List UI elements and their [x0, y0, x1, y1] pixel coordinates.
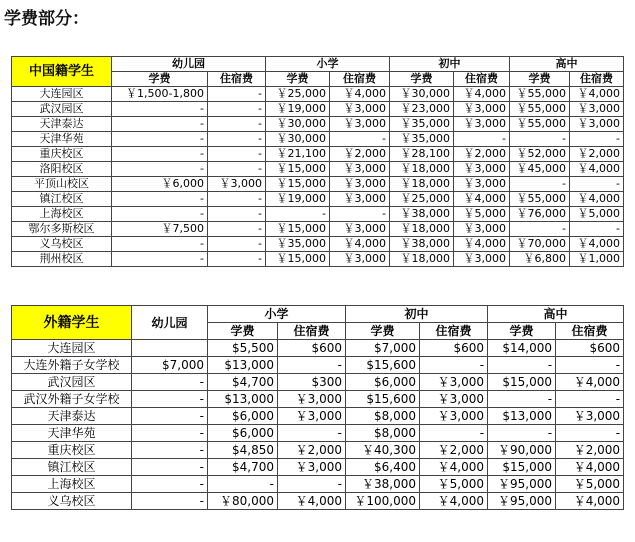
fee-cell: -: [420, 357, 488, 374]
fee-cell: ￥3,000: [330, 252, 390, 267]
table-row: [12, 357, 624, 374]
fee-cell: ￥4,000: [454, 237, 510, 252]
campus-name-cell: 武汉园区: [12, 102, 112, 117]
fee-cell: ￥70,000: [510, 237, 570, 252]
fee-cell: $600: [278, 340, 346, 357]
fee-cell: $13,000: [208, 391, 278, 408]
fee-cell: -: [112, 252, 208, 267]
fee-cell: $6,000: [208, 425, 278, 442]
sub-header-tuition: 学费: [266, 72, 330, 87]
campus-name-cell: 镇江校区: [12, 459, 132, 476]
fee-cell: -: [208, 87, 266, 102]
table-row: [12, 476, 624, 493]
table-corner-label: 外籍学生: [12, 306, 132, 340]
table-row: [12, 442, 624, 459]
fee-cell: ￥4,000: [556, 374, 624, 391]
fee-cell: ￥2,000: [330, 147, 390, 162]
table-row: [12, 425, 624, 442]
fee-cell: ￥19,000: [266, 192, 330, 207]
fee-cell: ￥30,000: [390, 87, 454, 102]
fee-cell: -: [208, 237, 266, 252]
table-row: [12, 207, 624, 222]
fee-cell: $300: [278, 374, 346, 391]
level-header-primary: 小学: [266, 57, 390, 72]
fee-cell: $7,000: [132, 357, 208, 374]
fee-cell: ￥3,000: [454, 177, 510, 192]
fee-cell: -: [132, 476, 208, 493]
table-row: [12, 391, 624, 408]
campus-name-cell: 天津华苑: [12, 425, 132, 442]
level-header-middle: 初中: [346, 306, 488, 323]
fee-cell: $7,000: [346, 340, 420, 357]
foreign-students-fee-table: [11, 305, 624, 510]
fee-cell: -: [132, 493, 208, 510]
fee-cell: ￥2,000: [454, 147, 510, 162]
table-row: [12, 177, 624, 192]
fee-cell: ￥4,000: [570, 87, 624, 102]
campus-name-cell: 大连园区: [12, 87, 112, 102]
fee-cell: $6,400: [346, 459, 420, 476]
fee-cell: ￥4,000: [556, 459, 624, 476]
table-row: [12, 87, 624, 102]
fee-cell: -: [112, 117, 208, 132]
fee-cell: ￥35,000: [390, 132, 454, 147]
fee-cell: -: [420, 425, 488, 442]
fee-cell: ￥3,000: [570, 117, 624, 132]
table-row: [12, 252, 624, 267]
campus-name-cell: 上海校区: [12, 476, 132, 493]
fee-cell: -: [112, 207, 208, 222]
fee-cell: ￥55,000: [510, 87, 570, 102]
fee-cell: -: [208, 117, 266, 132]
fee-cell: -: [112, 147, 208, 162]
table-row: [12, 102, 624, 117]
fee-cell: ￥2,000: [278, 442, 346, 459]
campus-name-cell: 镇江校区: [12, 192, 112, 207]
table-corner-label: 中国籍学生: [12, 57, 112, 87]
sub-header-tuition: 学费: [488, 323, 556, 340]
fee-cell: ￥55,000: [510, 102, 570, 117]
fee-cell: $6,000: [208, 408, 278, 425]
fee-cell: -: [132, 425, 208, 442]
fee-cell: -: [208, 102, 266, 117]
fee-cell: ￥18,000: [390, 222, 454, 237]
fee-cell: ￥38,000: [346, 476, 420, 493]
table-row: [12, 340, 624, 357]
fee-cell: ￥3,000: [454, 222, 510, 237]
fee-cell: -: [278, 476, 346, 493]
fee-cell: [132, 340, 208, 357]
fee-cell: ￥38,000: [390, 237, 454, 252]
fee-cell: ￥3,000: [420, 391, 488, 408]
fee-cell: ￥100,000: [346, 493, 420, 510]
fee-cell: $13,000: [488, 408, 556, 425]
fee-cell: -: [132, 391, 208, 408]
table-row: [12, 237, 624, 252]
fee-cell: ￥3,000: [330, 117, 390, 132]
fee-cell: ￥38,000: [390, 207, 454, 222]
fee-cell: ￥3,000: [330, 192, 390, 207]
sub-header-tuition: 学费: [510, 72, 570, 87]
fee-cell: $13,000: [208, 357, 278, 374]
fee-cell: $4,700: [208, 459, 278, 476]
fee-cell: ￥3,000: [454, 102, 510, 117]
level-header-kindergarten: 幼儿园: [132, 306, 208, 340]
fee-cell: -: [132, 459, 208, 476]
fee-cell: ￥18,000: [390, 162, 454, 177]
table-row: [12, 162, 624, 177]
table-row: [12, 374, 624, 391]
fee-cell: ￥1,500-1,800: [112, 87, 208, 102]
fee-cell: $8,000: [346, 408, 420, 425]
fee-cell: ￥6,800: [510, 252, 570, 267]
fee-cell: ￥3,000: [556, 408, 624, 425]
level-header-kindergarten: 幼儿园: [112, 57, 266, 72]
fee-cell: -: [488, 391, 556, 408]
fee-cell: ￥55,000: [510, 117, 570, 132]
fee-cell: ￥40,300: [346, 442, 420, 459]
fee-cell: -: [208, 147, 266, 162]
fee-cell: ￥28,100: [390, 147, 454, 162]
fee-cell: ￥3,000: [208, 177, 266, 192]
fee-cell: ￥90,000: [488, 442, 556, 459]
fee-cell: -: [570, 177, 624, 192]
fee-cell: $14,000: [488, 340, 556, 357]
fee-cell: ￥3,000: [420, 374, 488, 391]
fee-cell: ￥6,000: [112, 177, 208, 192]
table-row: [12, 132, 624, 147]
campus-name-cell: 平顶山校区: [12, 177, 112, 192]
fee-cell: ￥4,000: [570, 162, 624, 177]
fee-cell: ￥4,000: [420, 493, 488, 510]
fee-cell: ￥3,000: [454, 117, 510, 132]
fee-cell: ￥25,000: [266, 87, 330, 102]
fee-cell: -: [132, 442, 208, 459]
campus-name-cell: 天津泰达: [12, 117, 112, 132]
fee-cell: ￥18,000: [390, 252, 454, 267]
fee-cell: -: [112, 102, 208, 117]
sub-header-boarding: 住宿费: [556, 323, 624, 340]
level-header-primary: 小学: [208, 306, 346, 323]
campus-name-cell: 鄂尔多斯校区: [12, 222, 112, 237]
fee-cell: ￥52,000: [510, 147, 570, 162]
fee-cell: -: [112, 132, 208, 147]
fee-cell: ￥1,000: [570, 252, 624, 267]
fee-cell: -: [132, 408, 208, 425]
fee-cell: ￥15,000: [266, 252, 330, 267]
fee-cell: ￥4,000: [278, 493, 346, 510]
campus-name-cell: 武汉外籍子女学校: [12, 391, 132, 408]
fee-cell: $4,850: [208, 442, 278, 459]
fee-cell: -: [510, 177, 570, 192]
fee-cell: -: [330, 132, 390, 147]
fee-cell: ￥2,000: [420, 442, 488, 459]
sub-header-boarding: 住宿费: [208, 72, 266, 87]
table-row: [12, 459, 624, 476]
fee-cell: ￥15,000: [266, 177, 330, 192]
fee-cell: ￥3,000: [570, 102, 624, 117]
fee-cell: ￥4,000: [420, 459, 488, 476]
sub-header-tuition: 学费: [346, 323, 420, 340]
campus-name-cell: 武汉园区: [12, 374, 132, 391]
fee-cell: -: [112, 237, 208, 252]
fee-cell: $600: [556, 340, 624, 357]
fee-cell: -: [510, 222, 570, 237]
fee-cell: ￥3,000: [330, 177, 390, 192]
fee-cell: $5,500: [208, 340, 278, 357]
fee-cell: -: [454, 132, 510, 147]
table-row: [12, 117, 624, 132]
fee-cell: -: [208, 132, 266, 147]
fee-cell: ￥3,000: [330, 102, 390, 117]
fee-cell: ￥4,000: [330, 237, 390, 252]
level-header-high: 高中: [510, 57, 624, 72]
fee-cell: ￥4,000: [570, 237, 624, 252]
fee-cell: ￥5,000: [420, 476, 488, 493]
fee-cell: $15,000: [488, 459, 556, 476]
campus-name-cell: 大连园区: [12, 340, 132, 357]
fee-cell: ￥15,000: [266, 162, 330, 177]
fee-cell: ￥35,000: [266, 237, 330, 252]
fee-cell: ￥4,000: [330, 87, 390, 102]
fee-cell: ￥30,000: [266, 132, 330, 147]
fee-cell: ￥95,000: [488, 476, 556, 493]
fee-cell: ￥21,100: [266, 147, 330, 162]
fee-cell: -: [570, 132, 624, 147]
fee-cell: $600: [420, 340, 488, 357]
fee-cell: -: [556, 357, 624, 374]
sub-header-tuition: 学费: [112, 72, 208, 87]
fee-cell: ￥18,000: [390, 177, 454, 192]
fee-cell: -: [266, 207, 330, 222]
fee-cell: ￥15,000: [266, 222, 330, 237]
sub-header-boarding: 住宿费: [454, 72, 510, 87]
campus-name-cell: 上海校区: [12, 207, 112, 222]
level-header-high: 高中: [488, 306, 624, 323]
fee-cell: ￥5,000: [556, 476, 624, 493]
fee-cell: ￥35,000: [390, 117, 454, 132]
fee-cell: -: [112, 162, 208, 177]
level-header-middle: 初中: [390, 57, 510, 72]
fee-cell: $6,000: [346, 374, 420, 391]
fee-cell: ￥25,000: [390, 192, 454, 207]
campus-name-cell: 洛阳校区: [12, 162, 112, 177]
fee-cell: ￥4,000: [570, 192, 624, 207]
sub-header-tuition: 学费: [390, 72, 454, 87]
fee-cell: -: [330, 207, 390, 222]
fee-cell: $15,000: [488, 374, 556, 391]
fee-cell: ￥3,000: [330, 222, 390, 237]
fee-cell: -: [112, 192, 208, 207]
campus-name-cell: 荆州校区: [12, 252, 112, 267]
fee-cell: ￥2,000: [556, 442, 624, 459]
fee-cell: ￥3,000: [454, 252, 510, 267]
fee-cell: -: [556, 391, 624, 408]
fee-cell: ￥3,000: [278, 459, 346, 476]
campus-name-cell: 重庆校区: [12, 442, 132, 459]
table-row: [12, 147, 624, 162]
fee-cell: ￥80,000: [208, 493, 278, 510]
fee-cell: ￥3,000: [330, 162, 390, 177]
campus-name-cell: 天津泰达: [12, 408, 132, 425]
fee-cell: ￥30,000: [266, 117, 330, 132]
fee-cell: ￥55,000: [510, 192, 570, 207]
fee-cell: -: [556, 425, 624, 442]
fee-cell: ￥3,000: [278, 408, 346, 425]
fee-cell: $15,600: [346, 357, 420, 374]
sub-header-boarding: 住宿费: [278, 323, 346, 340]
fee-cell: -: [208, 222, 266, 237]
table-row: [12, 222, 624, 237]
fee-cell: -: [570, 222, 624, 237]
fee-cell: -: [278, 357, 346, 374]
fee-cell: ￥2,000: [570, 147, 624, 162]
campus-name-cell: 重庆校区: [12, 147, 112, 162]
fee-cell: ￥23,000: [390, 102, 454, 117]
fee-cell: ￥45,000: [510, 162, 570, 177]
fee-cell: ￥4,000: [454, 192, 510, 207]
fee-cell: $15,600: [346, 391, 420, 408]
campus-name-cell: 天津华苑: [12, 132, 112, 147]
sub-header-boarding: 住宿费: [330, 72, 390, 87]
section-heading: 学费部分：: [4, 9, 89, 29]
table-row: [12, 493, 624, 510]
fee-cell: -: [208, 192, 266, 207]
fee-cell: -: [132, 374, 208, 391]
campus-name-cell: 义乌校区: [12, 237, 112, 252]
table-row: [12, 408, 624, 425]
fee-cell: -: [510, 132, 570, 147]
fee-cell: ￥4,000: [454, 87, 510, 102]
fee-cell: $8,000: [346, 425, 420, 442]
fee-cell: -: [488, 425, 556, 442]
fee-cell: -: [208, 252, 266, 267]
fee-cell: ￥4,000: [556, 493, 624, 510]
fee-cell: ￥7,500: [112, 222, 208, 237]
table-row: [12, 192, 624, 207]
fee-cell: ￥76,000: [510, 207, 570, 222]
fee-cell: -: [278, 425, 346, 442]
fee-cell: $4,700: [208, 374, 278, 391]
fee-cell: ￥95,000: [488, 493, 556, 510]
fee-cell: ￥3,000: [454, 162, 510, 177]
fee-cell: ￥19,000: [266, 102, 330, 117]
sub-header-boarding: 住宿费: [570, 72, 624, 87]
fee-cell: -: [208, 162, 266, 177]
campus-name-cell: 义乌校区: [12, 493, 132, 510]
fee-cell: -: [208, 207, 266, 222]
sub-header-boarding: 住宿费: [420, 323, 488, 340]
campus-name-cell: 大连外籍子女学校: [12, 357, 132, 374]
fee-cell: ￥5,000: [570, 207, 624, 222]
sub-header-tuition: 学费: [208, 323, 278, 340]
fee-cell: ￥3,000: [420, 408, 488, 425]
fee-cell: -: [208, 476, 278, 493]
fee-cell: ￥5,000: [454, 207, 510, 222]
fee-cell: -: [488, 357, 556, 374]
fee-cell: ￥3,000: [278, 391, 346, 408]
chinese-students-fee-table: [11, 56, 624, 267]
